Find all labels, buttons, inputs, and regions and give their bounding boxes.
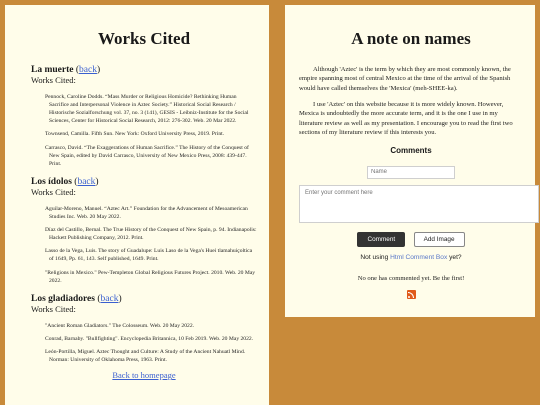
citation: "Ancient Roman Gladiators." The Colosseum. Web. 20 May 2022. (45, 322, 195, 329)
section-heading: La muerte (back) (31, 65, 101, 75)
comment-button[interactable]: Comment (357, 232, 405, 247)
works-cited-label: Works Cited: (31, 303, 76, 314)
name-input[interactable] (367, 166, 455, 179)
section-heading: Los ídolos (back) (31, 176, 99, 187)
citation: León-Portilla, Miguel. Aztec Thought and Culture: A Study of the Ancient Nahuatl Mind. Norman: University of Oklahoma Press, 1963. Print. (45, 348, 246, 364)
note-on-names-panel (285, 5, 535, 317)
add-image-button[interactable]: Add Image (414, 232, 465, 247)
promo-suffix: yet? (447, 253, 462, 261)
citation: Aguilar-Moreno, Manuel. “Aztec Art.” Foundation for the Advancement of Mesoamerican Studies Inc. Web. 20 May 2022. (45, 205, 248, 220)
html-comment-box-link[interactable]: Html Comment Box (390, 253, 448, 261)
section-heading-text: Los ídolos (31, 176, 72, 187)
back-to-homepage-link[interactable]: Back to homepage (112, 370, 176, 381)
section-heading-text: La muerte (31, 65, 74, 75)
html-comment-box-promo (299, 254, 523, 261)
section-la-muerte (31, 65, 257, 168)
citation: "Religions in Mexico." Pew-Templeton Global Religious Futures Project. 2010. Web. 20 May 2022. (45, 269, 256, 284)
works-cited-title: Works Cited (97, 29, 191, 48)
works-cited-label: Works Cited: (31, 75, 76, 85)
works-cited-panel (5, 5, 269, 405)
citation: Díaz del Castillo, Bernal. The True History of the Conquest of New Spain, p. 94. Indianapolis: Hackett Publishing Company, 2012. Print. (45, 227, 257, 242)
section-heading-text: Los gladiadores (31, 293, 95, 304)
no-comments-message: No one has commented yet. Be the first! (357, 274, 465, 282)
comments-section (299, 146, 523, 299)
citation: Townsend, Camilla. Fifth Sun. New York: Oxford University Press, 2019. Print. (45, 131, 225, 138)
citation: Lasso de la Vega, Luis. The story of Guadalupe: Luis Laso de la Vega's Huei tlamahuiçoltica of 1649, Pp. 61, 143. Self published, 1649. Print. (45, 248, 253, 263)
section-heading: Los gladiadores (back) (31, 293, 122, 304)
paragraph: Although 'Aztec' is the term by which they are most commonly known, the empire spanning most of central Mexico at the time of the arrival of the Spanish would have called themselves the 'Mexica' (meh-SHEE-ka). (299, 66, 511, 92)
promo-prefix: Not using (360, 253, 391, 261)
back-home-row (31, 370, 257, 380)
note-title: A note on names (351, 29, 471, 48)
works-cited-label: Works Cited: (31, 186, 76, 197)
citation: Carrasco, David. “The Exaggerations of Human Sacrifice.” The History of the Conquest of New Spain, edited by David Carrasco, University of New Mexico Press, 2008: 439-447. Print. (45, 144, 249, 167)
section-los-gladiadores (31, 294, 257, 364)
comments-title: Comments (390, 145, 432, 155)
comment-buttons (299, 228, 523, 247)
back-link[interactable]: back (79, 65, 97, 75)
citation: Pennock, Caroline Dodds. “Mass Murder or Religious Homicide? Rethinking Human Sacrifice and Interpersonal Violence in Aztec Society.” Historical Social Research / Historische Sozialforschung vol. 37, no. 3 (141), GESIS - Leibniz-Institute for the Social Sciences, Center for Historical Social Research, 2012: 276-302. Web. 20 Mar 2022. (45, 94, 249, 125)
back-link[interactable]: back (100, 293, 119, 304)
back-link[interactable]: back (77, 176, 96, 187)
paragraph: I use 'Aztec' on this website because it is more widely known. However, Mexica is undoubtedly the more accurate term, and it is the one I use in my literature review as well as my presentation. I encourage you to read the first two sections of my literature review if this interests you. (299, 101, 513, 137)
rss-icon[interactable] (407, 290, 416, 299)
section-los-idolos (31, 177, 257, 285)
comment-textarea[interactable] (299, 185, 539, 223)
citation: Conrad, Barnaby. "Bullfighting". Encyclopedia Britannica, 10 Feb 2019. Web. 20 May 2022. (45, 335, 254, 342)
